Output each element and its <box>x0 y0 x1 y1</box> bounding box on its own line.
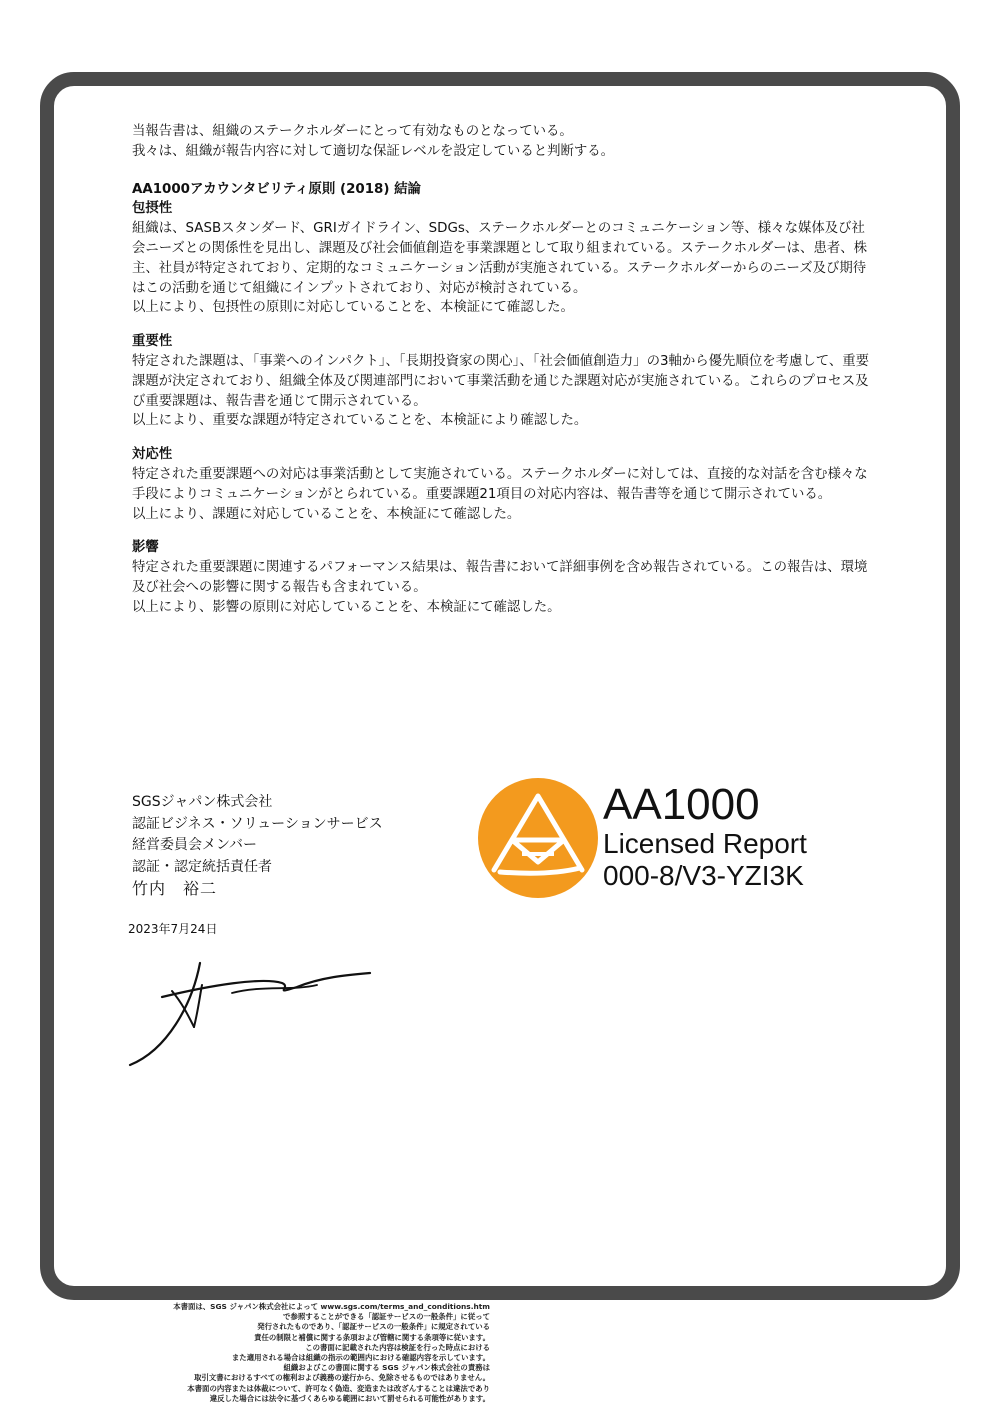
main-heading: AA1000アカウンタビリティ原則 (2018) 結論 <box>132 181 421 197</box>
section-materiality <box>132 332 877 431</box>
handwritten-signature <box>122 955 382 1075</box>
footer-line: 違反した場合には法令に基づくあらゆる範囲において罰せられる可能性があります。 <box>209 1393 490 1403</box>
footer-line: この書面に記載された内容は検証を行った時点における <box>305 1342 490 1352</box>
section-conclusion: 以上により、重要な課題が特定されていることを、本検証により確認した。 <box>132 413 588 429</box>
intro-line: 当報告書は、組織のステークホルダーにとって有効なものとなっている。 <box>132 124 573 139</box>
section-heading: 対応性 <box>132 447 173 463</box>
section-body: 組織は、SASBスタンダード、GRIガイドライン、SDGs、ステークホルダーとのコミュニケーション等、様々な媒体及び社会ニーズとの関係性を見出し、課題及び社会価値創造を事業課題として取り組まれている。ステークホルダーは、患者、株主、社員が特定されており、定期的なコミュニケーション活動が実施されている。ステークホルダーからのニーズ及び期待はこの活動を通じて組織にインプットされており、対応が検討されている。 <box>132 221 868 296</box>
legal-footer <box>90 1302 490 1404</box>
aa1000-license <box>603 782 807 892</box>
footer-line: 本書面の内容または体裁について、許可なく偽造、変造または改ざんすることは違法であり <box>187 1383 490 1393</box>
section-inclusivity <box>132 199 877 318</box>
section-conclusion: 以上により、包摂性の原則に対応していることを、本検証にて確認した。 <box>132 300 574 316</box>
intro-line: 我々は、組織が報告内容に対して適切な保証レベルを設定していると判断する。 <box>132 143 615 159</box>
signer-name: 竹内 裕二 <box>132 879 218 898</box>
logo-title: AA1000 <box>603 780 760 829</box>
signature-date: 2023年7月24日 <box>128 922 218 936</box>
footer-line: 組織およびこの書面に関する SGS ジャパン株式会社の責務は <box>283 1363 490 1373</box>
section-conclusion: 以上により、影響の原則に対応していることを、本検証にて確認した。 <box>132 599 561 615</box>
footer-line: 取引文書におけるすべての権利および義務の遂行から、免除させるものではありません。 <box>194 1373 490 1383</box>
signer-role: 経営委員会メンバー <box>132 837 258 853</box>
logo-subtitle: Licensed Report <box>603 828 807 859</box>
signer-role: 認証・認定統括責任者 <box>132 858 272 875</box>
footer-line: 本書面は、SGS ジャパン株式会社によって www.sgs.com/terms_and_conditions.htm <box>173 1302 490 1311</box>
section-responsiveness <box>132 445 877 524</box>
section-body: 特定された課題は、「事業へのインパクト」、「長期投資家の関心」、「社会価値創造力」の3軸から優先順位を考慮して、重要課題が決定されており、組織全体及び関連部門において事業活動を通じた課題対応が実施されている。これらのプロセス及び重要課題は、報告書を通じて開示されている。 <box>132 353 870 409</box>
footer-line: 責任の制限と補償に関する条項および管轄に関する条項等に従います。 <box>254 1332 490 1342</box>
signer-block <box>132 792 383 900</box>
report-conclusion <box>132 122 877 632</box>
section-conclusion: 以上により、課題に対応していることを、本検証にて確認した。 <box>132 506 521 522</box>
section-heading: 影響 <box>132 540 159 556</box>
section-heading: 包摂性 <box>132 201 173 217</box>
footer-line: また適用される場合は組織の指示の範囲内における確認内容を示しています。 <box>231 1353 490 1363</box>
license-number: 000-8/V3-YZI3K <box>603 860 804 891</box>
footer-line: で参照することができる「認証サービスの一般条件」に従って <box>283 1312 490 1322</box>
section-impact <box>132 538 877 617</box>
signer-division: 認証ビジネス・ソリューションサービス <box>132 815 383 832</box>
section-body: 特定された重要課題への対応は事業活動として実施されている。ステークホルダーに対しては、直接的な対話を含む様々な手段によりコミュニケーションがとられている。重要課題21項目の対応内容は、報告書等を通じて開示されている。 <box>132 466 868 502</box>
section-heading: 重要性 <box>132 334 173 350</box>
signer-company: SGSジャパン株式会社 <box>132 794 273 810</box>
footer-line: 発行されたものであり、「認証サービスの一般条件」に規定されている <box>257 1322 490 1332</box>
aa1000-logo-icon <box>478 778 598 898</box>
section-body: 特定された重要課題に関連するパフォーマンス結果は、報告書において詳細事例を含め報告されている。この報告は、環境及び社会への影響に関する報告も含まれている。 <box>132 560 868 595</box>
